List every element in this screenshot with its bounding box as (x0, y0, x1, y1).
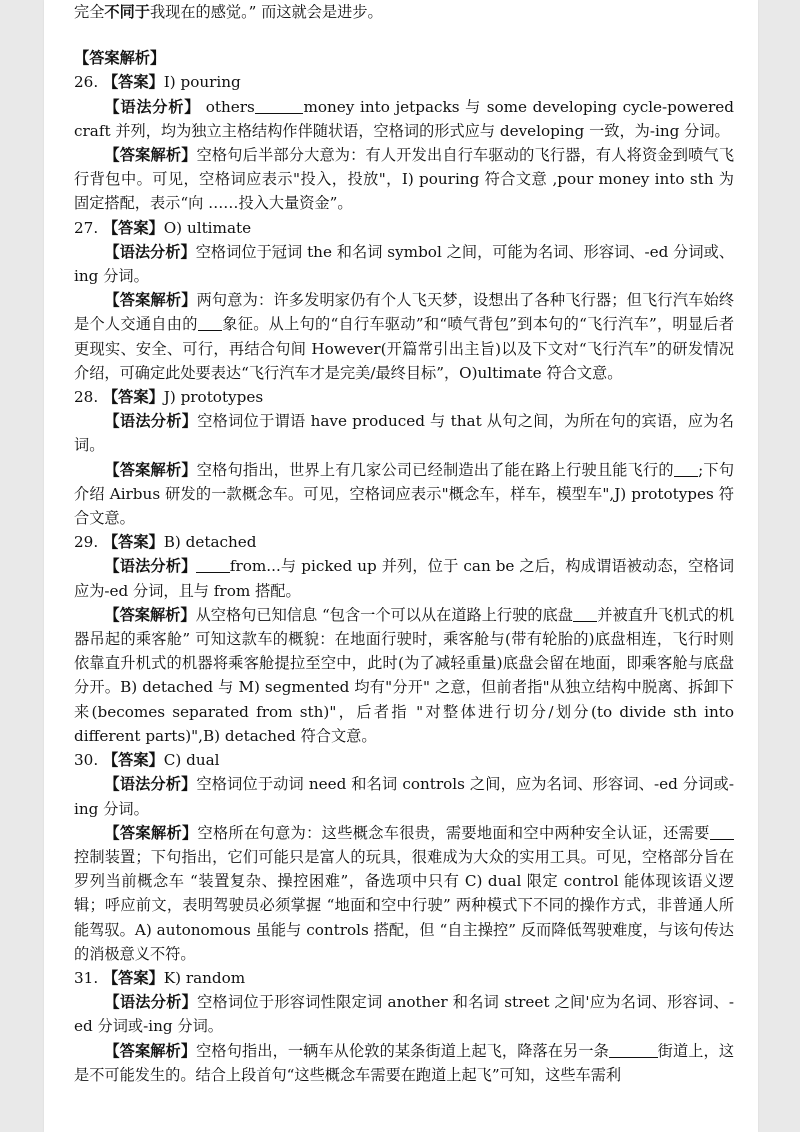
q26-answer: 26. 【答案】I) pouring (74, 73, 241, 92)
blank (609, 1041, 658, 1057)
intro-bold: 不同于 (104, 3, 150, 21)
q30-answer: 30. 【答案】C) dual (74, 751, 220, 770)
q29-grammar: 【语法分析】 from...与 picked up 并列，位于 can be 之后，构成谓语被动态，空格词应为-ed 分词，且与 from 搭配。 (74, 557, 735, 600)
q28-answer: 28. 【答案】J) prototypes (74, 388, 264, 407)
q30-explanation: 【答案解析】空格所在句意为：这些概念车很贵，需要地面和空中两种安全认证，还需要控制装置；下句指出，它们可能只是富人的玩具，很难成为大众的实用工具。可见，空格部分旨在罗列当前概念车 “装置复杂、操控困难”，备选项中只有 C) dual 限定 control 能体现该语义逻辑；呼应前文，表明驾驶员必须掌握 “地面和空中行驶” 两种模式下不同的操作方式，非普通人所能驾驭。A) autonomous 虽能与 controls 搭配，但 “自主操控” 反而降低驾驶难度，与该句传达的消极意义不符。 (74, 823, 734, 963)
q30-grammar: 【语法分析】空格词位于动词 need 和名词 controls 之间，应为名词、形容词、-ed 分词或-ing 分词。 (74, 775, 734, 818)
q27-answer: 27. 【答案】O) ultimate (74, 218, 252, 237)
blank (198, 315, 222, 331)
blank (573, 606, 597, 622)
q26-grammar: 【语法分析】 others money into jetpacks 与 some developing cycle-powered craft 并列，均为独立主格结构作伴随状语，空格词的形式应与 developing 一致，为-ing 分词。 (74, 97, 735, 140)
q27-grammar: 【语法分析】空格词位于冠词 the 和名词 symbol 之间，可能为名词、形容词、-ed 分词或、ing 分词。 (74, 242, 735, 286)
q31-explanation: 【答案解析】空格句指出，一辆车从伦敦的某条街道上起飞，降落在另一条 街道上，这是不可能发生的。结合上段首句“这些概念车需要在跑道上起飞”可知，这些车需利 (74, 1041, 735, 1084)
q27-explanation: 【答案解析】两句意为：许多发明家仍有个人飞天梦，设想出了各种飞行器；但飞行汽车始终是个人交通自由的 象征。从上句的“自行车驱动”和“喷气背包”到本句的“飞行汽车”，明显后者更现实、安全、可行，再结合句间 However(开篇常引出主旨)以及下文对“飞行汽车”的研发情况介绍，可确定此处要表达“飞行汽车才是完美/最终目标”，O)ultimate 符合文意。 (74, 291, 735, 382)
section-title: 【答案解析】 (74, 49, 166, 68)
q29-answer: 29. 【答案】B) detached (74, 533, 257, 552)
q28-grammar: 【语法分析】空格词位于谓语 have produced 与 that 从句之间，为所在句的宾语，应为名词。 (74, 412, 734, 455)
q31-grammar: 【语法分析】空格词位于形容词性限定词 another 和名词 street 之间'应为名词、形容词、-ed 分词或-ing 分词。 (74, 993, 735, 1036)
blank (674, 460, 698, 476)
blank (196, 557, 229, 573)
intro-line: 完全不同于我现在的感觉。” 而这就会是进步。 (74, 3, 383, 21)
blank (255, 97, 304, 113)
document-content (74, 0, 734, 1087)
q28-explanation: 【答案解析】空格句指出，世界上有几家公司已经制造出了能在路上行驶且能飞行的 ;下句介绍 Airbus 研发的一款概念车。可见，空格词应表示"概念车，样车，模型车",J) prototypes 符合文意。 (74, 460, 735, 528)
q31-answer: 31. 【答案】K) random (74, 968, 246, 987)
spacer (74, 24, 734, 46)
blank (710, 824, 734, 840)
q29-explanation: 【答案解析】从空格句已知信息 “包含一个可以从在道路上行驶的底盘 并被直升飞机式的机器吊起的乘客舱” 可知这款车的概貌：在地面行驶时，乘客舱与(带有轮胎的)底盘相连，飞行时则依靠直升机式的机器将乘客舱提拉至空中，此时(为了减轻重量)底盘会留在地面，即乘客舱与底盘分开。B) detached 与 M) segmented 均有"分开" 之意，但前者指"从独立结构中脱离、拆卸下来(becomes separated from sth)"，后者指 "对整体进行切分/划分(to divide sth into different parts)",B) detached 符合文意。 (74, 605, 735, 745)
q26-explanation: 【答案解析】空格句后半部分大意为：有人开发出自行车驱动的飞行器，有人将资金到喷气飞行背包中。可见，空格词应表示"投入，投放"，I) pouring 符合文意 ,pour money into sth 为固定搭配，表示“向 ……投入大量资金”。 (74, 146, 735, 213)
document-page (44, 0, 758, 1132)
